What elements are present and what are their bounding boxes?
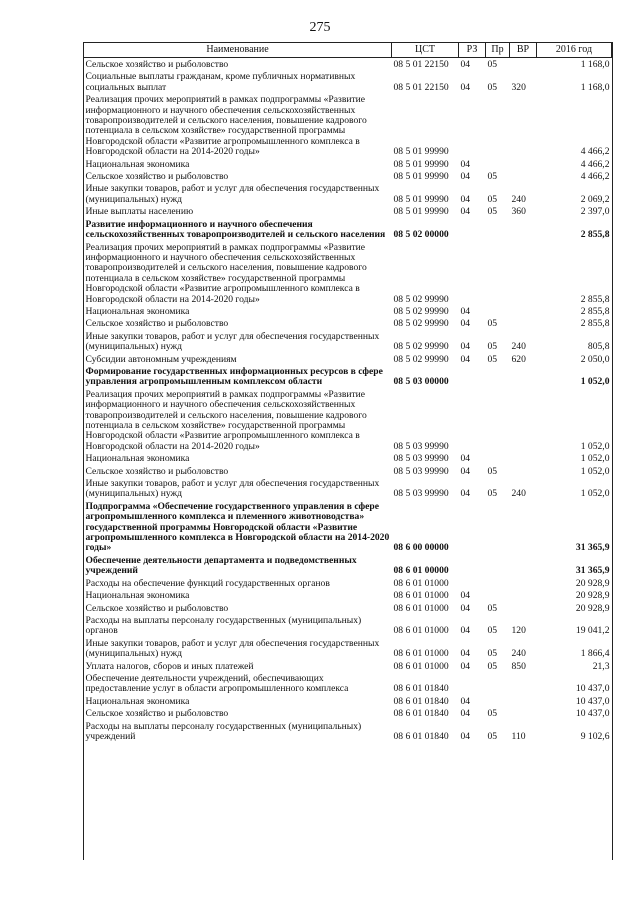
row-vr: 240 [511, 341, 526, 353]
row-name: Сельское хозяйство и рыболовство [85, 602, 229, 614]
row-amount: 4 466,2 [580, 158, 610, 170]
table-row [84, 58, 612, 72]
row-rz [459, 501, 486, 555]
row-amount: 2 069,2 [580, 193, 610, 205]
row-amount: 20 928,9 [575, 590, 610, 602]
table-row [84, 171, 612, 183]
table-row [84, 306, 612, 318]
header-vr: ВР [510, 43, 537, 58]
row-cst: 08 5 02 99990 [393, 293, 449, 305]
row-pr: 05 [487, 171, 498, 183]
table-row [84, 453, 612, 465]
row-amount: 20 928,9 [575, 602, 610, 614]
table-row [84, 183, 612, 206]
row-name: Сельское хозяйство и рыболовство [85, 465, 229, 477]
row-name: Реализация прочих мероприятий в рамках подпрограммы «Развитие информационного и научного обеспечения сельскохозяйственных товаропроизводителей и сельского населения, повышение кадрового потенциала в сельском хозяйстве» государственной программы Новгородской области «Развитие агропромышленного комплекса в Новгородской области на 2014-2020 годы» [85, 241, 367, 305]
row-pr [486, 501, 510, 555]
row-pr: 05 [487, 625, 498, 637]
row-cst: 08 5 03 99990 [393, 488, 449, 500]
row-vr [510, 466, 537, 478]
row-name: Национальная экономика [85, 453, 190, 465]
row-rz: 04 [460, 59, 471, 70]
row-vr: 360 [511, 206, 526, 218]
row-cst: 08 5 01 99990 [393, 146, 449, 158]
row-amount: 805,8 [587, 341, 610, 353]
table-row [84, 219, 612, 242]
row-rz: 04 [460, 341, 471, 353]
row-amount: 10 437,0 [575, 695, 610, 707]
row-amount: 31 365,9 [575, 565, 610, 577]
row-rz: 04 [460, 81, 471, 93]
table-row [84, 318, 612, 330]
table-header [84, 43, 612, 58]
row-name: Национальная экономика [85, 590, 190, 602]
row-cst: 08 6 01 01000 [393, 648, 449, 660]
row-name: Обеспечение деятельности департамента и подведомственных учреждений [85, 554, 357, 577]
row-pr: 05 [487, 353, 498, 365]
row-vr [510, 389, 537, 453]
row-name: Сельское хозяйство и рыболовство [85, 708, 229, 720]
row-vr [510, 708, 537, 720]
table-row [84, 721, 612, 744]
row-vr: 240 [511, 488, 526, 500]
row-vr [510, 603, 537, 615]
header-pr: Пр [486, 43, 510, 58]
row-cst: 08 6 00 00000 [393, 542, 449, 554]
row-pr [486, 453, 510, 465]
row-rz [459, 94, 486, 158]
row-cst: 08 5 01 22150 [393, 59, 449, 70]
row-pr [486, 94, 510, 158]
row-pr: 05 [487, 193, 498, 205]
row-amount: 1 052,0 [580, 465, 610, 477]
table-row [84, 638, 612, 661]
row-vr [510, 159, 537, 171]
header-year: 2016 год [537, 43, 612, 58]
row-vr [510, 673, 537, 696]
table-row [84, 603, 612, 615]
row-cst: 08 5 03 99990 [393, 453, 449, 465]
header-rz: РЗ [459, 43, 486, 58]
row-pr: 05 [487, 341, 498, 353]
table-row [84, 501, 612, 555]
row-name: Подпрограмма «Обеспечение государственного управления в сфере агропромышленного комплекса и племенного животноводства» государственной программы Новгородской области «Развитие агропромышленного комплекса в Новгородской области на 2014-2020 годы» [85, 500, 390, 554]
table-row [84, 708, 612, 720]
row-cst: 08 5 01 99990 [393, 171, 449, 183]
row-pr [486, 159, 510, 171]
row-name: Национальная экономика [85, 158, 190, 170]
row-pr [486, 366, 510, 389]
row-name: Социальные выплаты гражданам, кроме публичных нормативных социальных выплат [85, 71, 356, 93]
row-vr [510, 578, 537, 590]
row-name: Реализация прочих мероприятий в рамках подпрограммы «Развитие информационного и научного обеспечения сельскохозяйственных товаропроизводителей и сельского населения, повышение кадрового потенциала в сельском хозяйстве» государственной программы Новгородской области «Развитие агропромышленного комплекса в Новгородской области на 2014-2020 годы» [85, 94, 367, 158]
row-name: Формирование государственных информационных ресурсов в сфере управления агропромышленным комплексом области [85, 365, 383, 388]
row-rz: 04 [460, 590, 471, 602]
row-rz [459, 673, 486, 696]
row-rz: 04 [460, 353, 471, 365]
row-rz: 04 [460, 305, 471, 317]
table-row [84, 696, 612, 708]
row-pr: 05 [487, 730, 498, 742]
row-amount: 2 855,8 [580, 305, 610, 317]
header-name: Наименование [84, 43, 392, 58]
row-name: Расходы на выплаты персоналу государственных (муниципальных) органов [85, 614, 362, 637]
row-cst: 08 6 01 00000 [393, 565, 449, 577]
row-vr: 120 [511, 625, 526, 637]
row-pr [486, 306, 510, 318]
row-name: Национальная экономика [85, 695, 190, 707]
table-row [84, 354, 612, 366]
table-row [84, 94, 612, 158]
row-vr [510, 94, 537, 158]
row-vr: 620 [511, 353, 526, 365]
row-rz: 04 [460, 625, 471, 637]
row-pr: 05 [487, 318, 498, 330]
row-amount: 19 041,2 [575, 625, 610, 637]
row-pr: 05 [487, 206, 498, 218]
row-vr [510, 453, 537, 465]
table-row [84, 661, 612, 673]
row-cst: 08 5 02 99990 [393, 305, 449, 317]
row-cst: 08 6 01 01000 [393, 660, 449, 672]
row-amount: 21,3 [592, 660, 610, 672]
row-rz: 04 [460, 708, 471, 720]
table-row [84, 478, 612, 501]
row-amount: 2 050,0 [580, 353, 610, 365]
row-vr: 240 [511, 193, 526, 205]
row-amount: 20 928,9 [575, 577, 610, 589]
row-pr [486, 242, 510, 306]
row-cst: 08 5 01 99990 [393, 193, 449, 205]
row-cst: 08 5 03 00000 [393, 376, 449, 388]
row-vr [510, 555, 537, 578]
row-name: Сельское хозяйство и рыболовство [85, 318, 229, 330]
row-rz [459, 555, 486, 578]
row-amount: 2 397,0 [580, 206, 610, 218]
row-cst: 08 5 02 99990 [393, 318, 449, 330]
row-cst: 08 6 01 01840 [393, 695, 449, 707]
row-amount: 10 437,0 [575, 708, 610, 720]
row-vr [510, 366, 537, 389]
row-name: Национальная экономика [85, 305, 190, 317]
row-rz [459, 242, 486, 306]
table-row [84, 590, 612, 602]
row-pr: 05 [487, 81, 498, 93]
row-amount: 4 466,2 [580, 171, 610, 183]
table-row [84, 673, 612, 696]
row-vr: 240 [511, 648, 526, 660]
row-rz [459, 366, 486, 389]
row-cst: 08 5 01 99990 [393, 158, 449, 170]
table-row [84, 555, 612, 578]
row-name: Сельское хозяйство и рыболовство [85, 59, 229, 70]
row-amount: 2 855,8 [580, 229, 610, 241]
table-row [84, 366, 612, 389]
row-cst: 08 5 02 99990 [393, 353, 449, 365]
row-name: Расходы на обеспечение функций государственных органов [85, 577, 330, 589]
row-rz: 04 [460, 193, 471, 205]
row-name: Развитие информационного и научного обеспечения сельскохозяйственных товаропроизводителей и сельского населения [85, 218, 386, 241]
row-amount: 1 052,0 [580, 453, 610, 465]
row-amount: 1 866,4 [580, 648, 610, 660]
table-row [84, 206, 612, 218]
row-rz: 04 [460, 648, 471, 660]
row-pr: 05 [487, 488, 498, 500]
row-amount: 4 466,2 [580, 146, 610, 158]
row-vr [510, 696, 537, 708]
row-amount: 1 052,0 [580, 440, 610, 452]
row-amount: 1 168,0 [580, 59, 610, 70]
row-name: Иные выплаты населению [85, 206, 194, 218]
row-pr: 05 [487, 648, 498, 660]
row-rz: 04 [460, 602, 471, 614]
row-amount: 31 365,9 [575, 542, 610, 554]
table-row [84, 466, 612, 478]
page-number: 275 [309, 20, 331, 35]
row-cst: 08 5 02 00000 [393, 229, 449, 241]
row-pr: 05 [487, 59, 498, 70]
row-name: Субсидии автономным учреждениям [85, 353, 237, 365]
row-name: Иные закупки товаров, работ и услуг для обеспечения государственных (муниципальных) нужд [85, 637, 380, 660]
row-cst: 08 6 01 01000 [393, 625, 449, 637]
row-rz: 04 [460, 171, 471, 183]
row-rz: 04 [460, 453, 471, 465]
table-row [84, 159, 612, 171]
row-vr: 850 [511, 660, 526, 672]
row-pr [486, 219, 510, 242]
row-cst: 08 6 01 01840 [393, 708, 449, 720]
row-pr: 05 [487, 465, 498, 477]
row-cst: 08 6 01 01000 [393, 602, 449, 614]
row-cst: 08 6 01 01840 [393, 683, 449, 695]
row-vr [510, 171, 537, 183]
row-pr [486, 590, 510, 602]
row-rz: 04 [460, 318, 471, 330]
table-row [84, 615, 612, 638]
row-vr [510, 58, 537, 72]
table-row [84, 389, 612, 453]
row-vr: 110 [511, 730, 526, 742]
row-pr: 05 [487, 660, 498, 672]
row-pr [486, 696, 510, 708]
row-cst: 08 5 01 99990 [393, 206, 449, 218]
row-amount: 2 855,8 [580, 318, 610, 330]
row-name: Сельское хозяйство и рыболовство [85, 171, 229, 183]
row-name: Обеспечение деятельности учреждений, обеспечивающих предоставление услуг в области агропромышленного комплекса [85, 672, 349, 695]
row-amount: 1 052,0 [580, 376, 610, 388]
row-amount: 10 437,0 [575, 683, 610, 695]
row-cst: 08 5 01 22150 [393, 81, 449, 93]
row-name: Иные закупки товаров, работ и услуг для обеспечения государственных (муниципальных) нужд [85, 478, 380, 500]
table-row [84, 71, 612, 94]
row-rz: 04 [460, 488, 471, 500]
row-rz: 04 [460, 695, 471, 707]
row-rz: 04 [460, 206, 471, 218]
table-row [84, 578, 612, 590]
row-rz [459, 219, 486, 242]
row-vr [510, 501, 537, 555]
row-cst: 08 6 01 01000 [393, 577, 449, 589]
row-amount: 2 855,8 [580, 293, 610, 305]
row-vr [510, 242, 537, 306]
row-rz: 04 [460, 465, 471, 477]
row-cst: 08 6 01 01000 [393, 590, 449, 602]
row-rz [459, 578, 486, 590]
row-cst: 08 6 01 01840 [393, 730, 449, 742]
row-rz: 04 [460, 730, 471, 742]
row-amount: 1 168,0 [580, 81, 610, 93]
table-row [84, 242, 612, 306]
row-pr: 05 [487, 708, 498, 720]
row-vr [510, 318, 537, 330]
row-cst: 08 5 02 99990 [393, 341, 449, 353]
budget-table [83, 42, 612, 743]
table-row [84, 331, 612, 354]
row-vr [510, 219, 537, 242]
row-name: Иные закупки товаров, работ и услуг для обеспечения государственных (муниципальных) нужд [85, 183, 380, 205]
row-pr [486, 578, 510, 590]
row-name: Реализация прочих мероприятий в рамках подпрограммы «Развитие информационного и научного обеспечения сельскохозяйственных товаропроизводителей и сельского населения, повышение кадрового потенциала в сельском хозяйстве» государственной программы Новгородской области «Развитие агропромышленного комплекса в Новгородской области на 2014-2020 годы» [85, 388, 367, 452]
row-pr [486, 673, 510, 696]
row-amount: 9 102,6 [580, 730, 610, 742]
row-rz: 04 [460, 660, 471, 672]
row-name: Уплата налогов, сборов и иных платежей [85, 660, 254, 672]
row-cst: 08 5 03 99990 [393, 465, 449, 477]
header-cst: ЦСТ [392, 43, 459, 58]
row-pr: 05 [487, 602, 498, 614]
row-pr [486, 389, 510, 453]
table-body [84, 58, 612, 744]
row-vr [510, 306, 537, 318]
row-amount: 1 052,0 [580, 488, 610, 500]
row-vr: 320 [511, 81, 526, 93]
row-rz [459, 389, 486, 453]
row-name: Иные закупки товаров, работ и услуг для обеспечения государственных (муниципальных) нужд [85, 330, 380, 353]
row-name: Расходы на выплаты персоналу государственных (муниципальных) учреждений [85, 720, 362, 742]
row-rz: 04 [460, 158, 471, 170]
row-cst: 08 5 03 99990 [393, 440, 449, 452]
row-vr [510, 590, 537, 602]
row-pr [486, 555, 510, 578]
